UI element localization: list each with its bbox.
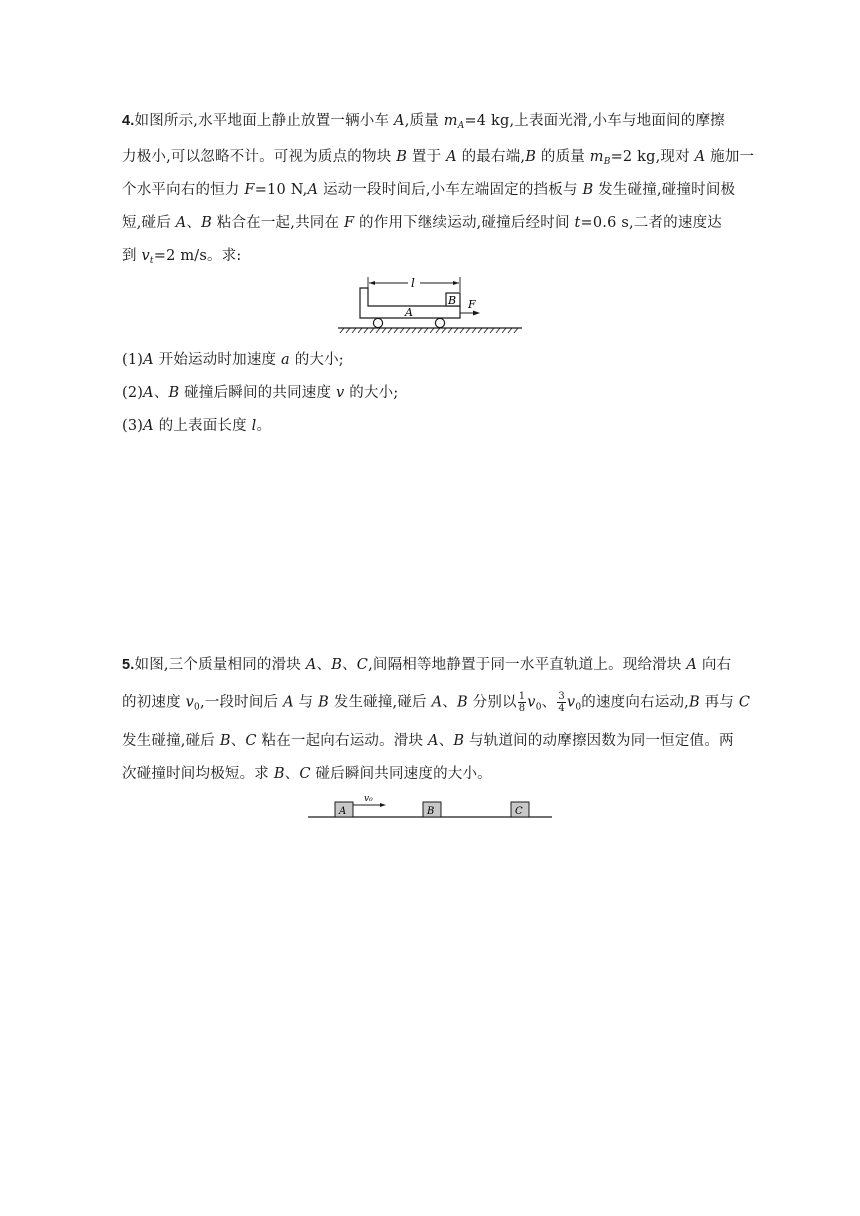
question-number: 5. xyxy=(122,657,135,673)
q5-line-1: 5.如图,三个质量相同的滑块 A、B、C,间隔相等地静置于同一水平直轨道上。现给滑块 A 向右 xyxy=(122,657,732,673)
q4-line-3: 个水平向右的恒力 F=10 N,A 运动一段时间后,小车左端固定的挡板与 B 发生碰撞,碰撞时间极 xyxy=(122,182,736,198)
question-number: 4. xyxy=(122,113,135,129)
q4-subquestion-3: (3)A 的上表面长度 l。 xyxy=(122,418,272,434)
block-b-label: B xyxy=(427,806,435,817)
block-b-label: B xyxy=(448,294,457,307)
q4-subquestion-1: (1)A 开始运动时加速度 a 的大小; xyxy=(122,352,344,368)
fraction-one-eighth: $\frac{1}{8}$ xyxy=(518,691,526,714)
fraction-three-quarters: $\frac{3}{4}$ xyxy=(558,691,565,714)
q5-line-3: 发生碰撞,碰后 B、C 粘在一起向右运动。滑块 A、B 与轨道间的动摩擦因数为同一恒定值。两 xyxy=(122,733,734,749)
force-label: F xyxy=(468,298,476,311)
dimension-arrow-left xyxy=(369,281,375,285)
ground-hatch xyxy=(340,328,518,333)
q4-subquestion-2: (2)A、B 碰撞后瞬间的共同速度 v 的大小; xyxy=(122,385,399,401)
q5-blocks-figure xyxy=(305,792,555,822)
q5-line-4: 次碰撞时间均极短。求 B、C 碰后瞬间共同速度的大小。 xyxy=(122,766,492,782)
q4-line-5: 到 $v_t=2$ m/s。求: xyxy=(122,248,242,266)
block-a-label: A xyxy=(339,806,347,817)
q4-line-4: 短,碰后 A、B 粘合在一起,共同在 F 的作用下继续运动,碰撞后经时间 t=0.6 s,二者的速度达 xyxy=(122,215,722,231)
force-arrow-head xyxy=(473,311,480,316)
q4-line-2: 力极小,可以忽略不计。可视为质点的物块 B 置于 A 的最右端,B 的质量 $m_B=2$ kg,现对 A 施加一 xyxy=(122,149,755,167)
block-c-label: C xyxy=(515,806,523,817)
velocity-arrow-head xyxy=(380,803,386,807)
q5-line-2: 的初速度 $v_0$,一段时间后 A 与 B 发生碰撞,碰后 A、B 分别以 $\frac{1}{8}$ $v_0$、 $\frac{3}{4}$ $v_0$的速度向右运动,B 再与 C xyxy=(122,691,751,714)
dimension-arrow-right xyxy=(453,281,459,285)
q4-cart-figure xyxy=(330,268,530,340)
wheel-left xyxy=(373,318,382,327)
velocity-label: v₀ xyxy=(364,794,373,804)
q4-line-1: 4.如图所示,水平地面上静止放置一辆小车 A,质量 $m_A=4$ kg,上表面光滑,小车与地面间的摩擦 xyxy=(122,113,725,131)
cart-label: A xyxy=(405,306,413,319)
wheel-right xyxy=(435,318,444,327)
length-label: l xyxy=(411,276,415,290)
